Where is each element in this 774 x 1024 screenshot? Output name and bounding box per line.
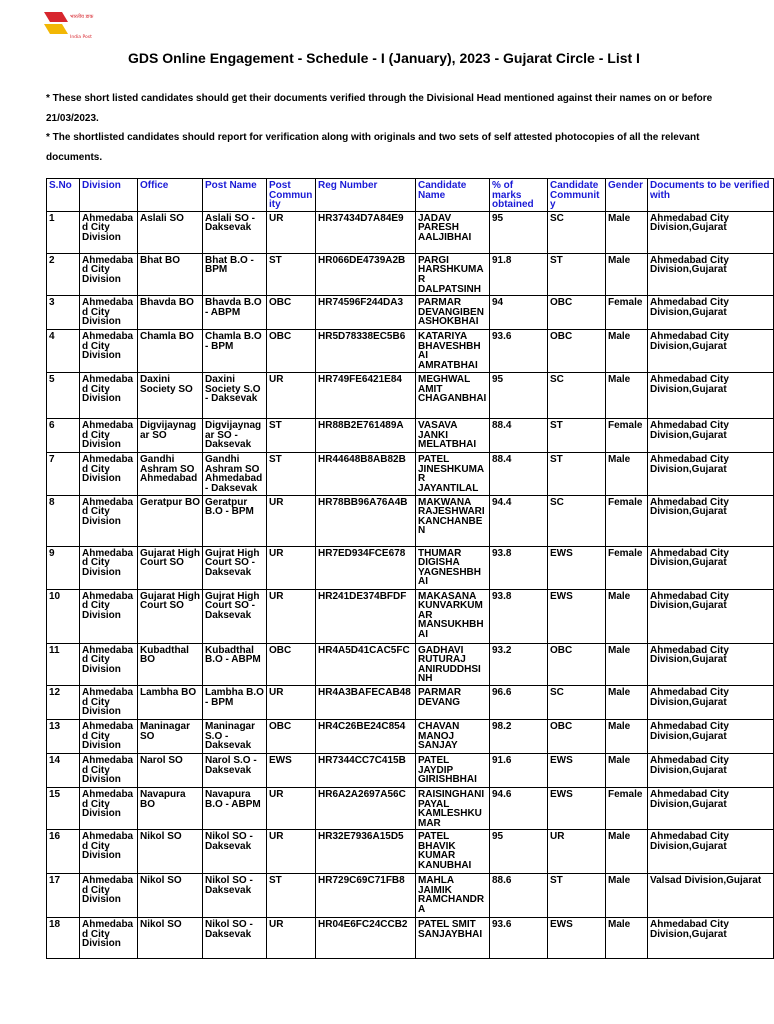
cell-sno: 10	[47, 589, 80, 643]
table-row	[47, 453, 774, 495]
cell-division: Ahmedabad City Division	[80, 830, 138, 874]
cell-sno: 18	[47, 918, 80, 959]
cell-reg-number: HR241DE374BFDF	[316, 589, 416, 643]
cell-gender: Male	[606, 643, 648, 685]
table-header-row	[47, 179, 774, 212]
cell-post-community: ST	[267, 874, 316, 918]
cell-gender: Male	[606, 685, 648, 719]
cell-gender: Male	[606, 589, 648, 643]
note-verification-deadline: * These short listed candidates should get their documents verified through the Divisional Head mentioned against their names on or before 21/03/2023.	[46, 93, 713, 124]
table-row	[47, 373, 774, 419]
cell-reg-number: HR78BB96A76A4B	[316, 495, 416, 546]
table-row	[47, 918, 774, 959]
cell-candidate-community: SC	[548, 211, 606, 253]
cell-candidate-name: JADAV PARESH AALJIBHAI	[416, 211, 490, 253]
cell-post-community: UR	[267, 685, 316, 719]
cell-sno: 14	[47, 753, 80, 787]
cell-documents: Ahmedabad City Division,Gujarat	[648, 830, 774, 874]
cell-marks: 93.8	[490, 546, 548, 589]
cell-candidate-community: OBC	[548, 296, 606, 330]
cell-candidate-name: THUMAR DIGISHA YAGNESHBHAI	[416, 546, 490, 589]
cell-marks: 91.6	[490, 753, 548, 787]
cell-office: Bhavda BO	[138, 296, 203, 330]
cell-office: Chamla BO	[138, 330, 203, 373]
col-header-division: Division	[80, 179, 138, 212]
table-row	[47, 495, 774, 546]
cell-reg-number: HR6A2A2697A56C	[316, 787, 416, 829]
logo-text-bottom: India Post	[70, 35, 92, 40]
cell-division: Ahmedabad City Division	[80, 643, 138, 685]
cell-candidate-name: VASAVA JANKI MELATBHAI	[416, 419, 490, 453]
cell-documents: Ahmedabad City Division,Gujarat	[648, 787, 774, 829]
cell-post-name: Geratpur B.O - BPM	[203, 495, 267, 546]
col-header-marks: % of marks obtained	[490, 179, 548, 212]
cell-gender: Male	[606, 830, 648, 874]
cell-candidate-community: SC	[548, 495, 606, 546]
cell-marks: 88.4	[490, 419, 548, 453]
cell-gender: Male	[606, 253, 648, 295]
col-header-candidate-name: Candidate Name	[416, 179, 490, 212]
cell-post-community: OBC	[267, 296, 316, 330]
col-header-candidate-community: Candidate Community	[548, 179, 606, 212]
col-header-office: Office	[138, 179, 203, 212]
cell-division: Ahmedabad City Division	[80, 253, 138, 295]
table-row	[47, 874, 774, 918]
cell-gender: Female	[606, 296, 648, 330]
cell-post-name: Narol S.O - Daksevak	[203, 753, 267, 787]
cell-post-name: Lambha B.O - BPM	[203, 685, 267, 719]
cell-post-community: UR	[267, 495, 316, 546]
cell-reg-number: HR74596F244DA3	[316, 296, 416, 330]
cell-division: Ahmedabad City Division	[80, 453, 138, 495]
page-title: GDS Online Engagement - Schedule - I (January), 2023 - Gujarat Circle - List I	[128, 50, 640, 66]
cell-candidate-community: OBC	[548, 643, 606, 685]
cell-documents: Ahmedabad City Division,Gujarat	[648, 453, 774, 495]
cell-division: Ahmedabad City Division	[80, 330, 138, 373]
cell-gender: Female	[606, 419, 648, 453]
cell-post-community: UR	[267, 373, 316, 419]
cell-sno: 3	[47, 296, 80, 330]
cell-division: Ahmedabad City Division	[80, 419, 138, 453]
cell-gender: Male	[606, 330, 648, 373]
cell-sno: 2	[47, 253, 80, 295]
cell-sno: 6	[47, 419, 80, 453]
cell-sno: 17	[47, 874, 80, 918]
cell-gender: Male	[606, 719, 648, 753]
cell-reg-number: HR04E6FC24CCB2	[316, 918, 416, 959]
cell-candidate-community: ST	[548, 419, 606, 453]
cell-post-community: UR	[267, 211, 316, 253]
cell-candidate-name: PATEL SMIT SANJAYBHAI	[416, 918, 490, 959]
cell-division: Ahmedabad City Division	[80, 787, 138, 829]
cell-post-community: ST	[267, 453, 316, 495]
cell-division: Ahmedabad City Division	[80, 296, 138, 330]
cell-reg-number: HR7ED934FCE678	[316, 546, 416, 589]
cell-reg-number: HR4A3BAFECAB48	[316, 685, 416, 719]
cell-post-community: OBC	[267, 330, 316, 373]
table-row	[47, 719, 774, 753]
cell-marks: 88.6	[490, 874, 548, 918]
cell-sno: 16	[47, 830, 80, 874]
cell-sno: 5	[47, 373, 80, 419]
cell-marks: 88.4	[490, 453, 548, 495]
cell-candidate-name: GADHAVI RUTURAJ ANIRUDDHSINH	[416, 643, 490, 685]
cell-reg-number: HR4C26BE24C854	[316, 719, 416, 753]
cell-post-name: Digvijaynagar SO - Daksevak	[203, 419, 267, 453]
cell-post-name: Aslali SO - Daksevak	[203, 211, 267, 253]
cell-post-name: Chamla B.O - BPM	[203, 330, 267, 373]
cell-division: Ahmedabad City Division	[80, 719, 138, 753]
note-documents-required: * The shortlisted candidates should report for verification along with originals and two sets of self attested photocopies of all the relevant documents.	[46, 132, 700, 163]
cell-sno: 13	[47, 719, 80, 753]
cell-post-name: Navapura B.O - ABPM	[203, 787, 267, 829]
cell-candidate-name: MAKASANA KUNVARKUMAR MANSUKHBHAI	[416, 589, 490, 643]
cell-gender: Female	[606, 546, 648, 589]
cell-post-name: Bhat B.O - BPM	[203, 253, 267, 295]
table-row	[47, 546, 774, 589]
col-header-gender: Gender	[606, 179, 648, 212]
cell-candidate-name: PARGI HARSHKUMAR DALPATSINH	[416, 253, 490, 295]
cell-candidate-community: EWS	[548, 787, 606, 829]
cell-candidate-community: ST	[548, 874, 606, 918]
cell-sno: 8	[47, 495, 80, 546]
cell-reg-number: HR32E7936A15D5	[316, 830, 416, 874]
table-row	[47, 643, 774, 685]
table-row	[47, 830, 774, 874]
cell-post-community: UR	[267, 589, 316, 643]
cell-post-name: Maninagar S.O - Daksevak	[203, 719, 267, 753]
cell-marks: 95	[490, 211, 548, 253]
cell-sno: 15	[47, 787, 80, 829]
cell-reg-number: HR4A5D41CAC5FC	[316, 643, 416, 685]
cell-gender: Female	[606, 495, 648, 546]
cell-division: Ahmedabad City Division	[80, 874, 138, 918]
cell-division: Ahmedabad City Division	[80, 918, 138, 959]
cell-office: Gujarat High Court SO	[138, 589, 203, 643]
cell-documents: Ahmedabad City Division,Gujarat	[648, 253, 774, 295]
cell-post-name: Gandhi Ashram SO Ahmedabad - Daksevak	[203, 453, 267, 495]
cell-candidate-community: EWS	[548, 546, 606, 589]
cell-post-community: UR	[267, 918, 316, 959]
cell-gender: Male	[606, 874, 648, 918]
cell-division: Ahmedabad City Division	[80, 589, 138, 643]
cell-marks: 94.6	[490, 787, 548, 829]
cell-office: Aslali SO	[138, 211, 203, 253]
cell-post-name: Daxini Society S.O - Daksevak	[203, 373, 267, 419]
cell-documents: Ahmedabad City Division,Gujarat	[648, 419, 774, 453]
cell-post-community: UR	[267, 546, 316, 589]
cell-office: Geratpur BO	[138, 495, 203, 546]
cell-marks: 94	[490, 296, 548, 330]
cell-candidate-name: CHAVAN MANOJ SANJAY	[416, 719, 490, 753]
cell-reg-number: HR729C69C71FB8	[316, 874, 416, 918]
cell-documents: Ahmedabad City Division,Gujarat	[648, 296, 774, 330]
cell-marks: 98.2	[490, 719, 548, 753]
cell-post-community: EWS	[267, 753, 316, 787]
cell-marks: 95	[490, 373, 548, 419]
cell-division: Ahmedabad City Division	[80, 373, 138, 419]
cell-candidate-name: PATEL BHAVIK KUMAR KANUBHAI	[416, 830, 490, 874]
table-row	[47, 589, 774, 643]
cell-candidate-community: OBC	[548, 719, 606, 753]
cell-candidate-name: MAKWANA RAJESHWARI KANCHANBEN	[416, 495, 490, 546]
cell-division: Ahmedabad City Division	[80, 546, 138, 589]
cell-documents: Ahmedabad City Division,Gujarat	[648, 495, 774, 546]
cell-reg-number: HR066DE4739A2B	[316, 253, 416, 295]
cell-marks: 93.8	[490, 589, 548, 643]
cell-post-name: Nikol SO - Daksevak	[203, 874, 267, 918]
cell-reg-number: HR7344CC7C415B	[316, 753, 416, 787]
cell-office: Navapura BO	[138, 787, 203, 829]
cell-division: Ahmedabad City Division	[80, 211, 138, 253]
cell-sno: 7	[47, 453, 80, 495]
table-row	[47, 753, 774, 787]
cell-documents: Valsad Division,Gujarat	[648, 874, 774, 918]
cell-post-community: UR	[267, 787, 316, 829]
cell-candidate-community: EWS	[548, 918, 606, 959]
cell-division: Ahmedabad City Division	[80, 685, 138, 719]
cell-candidate-name: PARMAR DEVANGIBEN ASHOKBHAI	[416, 296, 490, 330]
cell-gender: Male	[606, 753, 648, 787]
cell-office: Nikol SO	[138, 874, 203, 918]
table-row	[47, 296, 774, 330]
cell-gender: Male	[606, 211, 648, 253]
cell-post-community: ST	[267, 253, 316, 295]
cell-post-name: Bhavda B.O - ABPM	[203, 296, 267, 330]
cell-gender: Male	[606, 453, 648, 495]
cell-post-name: Nikol SO - Daksevak	[203, 830, 267, 874]
cell-marks: 94.4	[490, 495, 548, 546]
cell-candidate-community: OBC	[548, 330, 606, 373]
table-row	[47, 330, 774, 373]
cell-office: Gujarat High Court SO	[138, 546, 203, 589]
cell-documents: Ahmedabad City Division,Gujarat	[648, 373, 774, 419]
cell-office: Kubadthal BO	[138, 643, 203, 685]
cell-documents: Ahmedabad City Division,Gujarat	[648, 719, 774, 753]
cell-division: Ahmedabad City Division	[80, 495, 138, 546]
table-row	[47, 685, 774, 719]
cell-marks: 93.6	[490, 918, 548, 959]
cell-marks: 93.6	[490, 330, 548, 373]
table-row	[47, 787, 774, 829]
cell-sno: 12	[47, 685, 80, 719]
cell-candidate-community: UR	[548, 830, 606, 874]
cell-office: Narol SO	[138, 753, 203, 787]
table-row	[47, 419, 774, 453]
cell-reg-number: HR88B2E761489A	[316, 419, 416, 453]
cell-gender: Male	[606, 373, 648, 419]
logo-text-top: भारतीय डाक	[70, 14, 94, 20]
cell-reg-number: HR5D78338EC5B6	[316, 330, 416, 373]
cell-candidate-name: KATARIYA BHAVESHBHAI AMRATBHAI	[416, 330, 490, 373]
cell-office: Nikol SO	[138, 918, 203, 959]
cell-post-name: Nikol SO - Daksevak	[203, 918, 267, 959]
cell-candidate-community: SC	[548, 373, 606, 419]
cell-marks: 93.2	[490, 643, 548, 685]
cell-marks: 95	[490, 830, 548, 874]
cell-division: Ahmedabad City Division	[80, 753, 138, 787]
cell-reg-number: HR37434D7A84E9	[316, 211, 416, 253]
cell-documents: Ahmedabad City Division,Gujarat	[648, 918, 774, 959]
col-header-post-name: Post Name	[203, 179, 267, 212]
cell-sno: 4	[47, 330, 80, 373]
cell-candidate-name: PATEL JAYDIP GIRISHBHAI	[416, 753, 490, 787]
cell-documents: Ahmedabad City Division,Gujarat	[648, 546, 774, 589]
cell-office: Nikol SO	[138, 830, 203, 874]
table-row	[47, 253, 774, 295]
cell-candidate-community: EWS	[548, 589, 606, 643]
cell-sno: 11	[47, 643, 80, 685]
cell-marks: 91.8	[490, 253, 548, 295]
cell-candidate-community: SC	[548, 685, 606, 719]
cell-documents: Ahmedabad City Division,Gujarat	[648, 753, 774, 787]
cell-candidate-community: ST	[548, 453, 606, 495]
cell-reg-number: HR749FE6421E84	[316, 373, 416, 419]
cell-documents: Ahmedabad City Division,Gujarat	[648, 589, 774, 643]
col-header-reg-number: Reg Number	[316, 179, 416, 212]
cell-documents: Ahmedabad City Division,Gujarat	[648, 643, 774, 685]
col-header-post-community: Post Community	[267, 179, 316, 212]
cell-post-community: ST	[267, 419, 316, 453]
col-header-documents: Documents to be verified with	[648, 179, 774, 212]
cell-candidate-name: MAHLA JAIMIK RAMCHANDRA	[416, 874, 490, 918]
india-post-logo	[42, 8, 94, 42]
cell-post-community: OBC	[267, 643, 316, 685]
cell-post-name: Gujrat High Court SO - Daksevak	[203, 546, 267, 589]
cell-marks: 96.6	[490, 685, 548, 719]
col-header-sno: S.No	[47, 179, 80, 212]
cell-office: Daxini Society SO	[138, 373, 203, 419]
cell-candidate-name: PARMAR DEVANG	[416, 685, 490, 719]
cell-documents: Ahmedabad City Division,Gujarat	[648, 685, 774, 719]
cell-candidate-community: EWS	[548, 753, 606, 787]
shortlist-table	[46, 178, 774, 959]
cell-office: Gandhi Ashram SO Ahmedabad	[138, 453, 203, 495]
cell-post-community: UR	[267, 830, 316, 874]
cell-sno: 1	[47, 211, 80, 253]
cell-office: Maninagar SO	[138, 719, 203, 753]
cell-office: Lambha BO	[138, 685, 203, 719]
cell-sno: 9	[47, 546, 80, 589]
cell-candidate-name: PATEL JINESHKUMAR JAYANTILAL	[416, 453, 490, 495]
cell-candidate-community: ST	[548, 253, 606, 295]
table-row	[47, 211, 774, 253]
cell-post-name: Gujrat High Court SO - Daksevak	[203, 589, 267, 643]
cell-post-name: Kubadthal B.O - ABPM	[203, 643, 267, 685]
cell-reg-number: HR44648B8AB82B	[316, 453, 416, 495]
cell-gender: Male	[606, 918, 648, 959]
cell-documents: Ahmedabad City Division,Gujarat	[648, 330, 774, 373]
cell-candidate-name: MEGHWAL AMIT CHAGANBHAI	[416, 373, 490, 419]
cell-office: Digvijaynagar SO	[138, 419, 203, 453]
cell-gender: Female	[606, 787, 648, 829]
cell-documents: Ahmedabad City Division,Gujarat	[648, 211, 774, 253]
cell-candidate-name: RAISINGHANI PAYAL KAMLESHKUMAR	[416, 787, 490, 829]
cell-post-community: OBC	[267, 719, 316, 753]
cell-office: Bhat BO	[138, 253, 203, 295]
